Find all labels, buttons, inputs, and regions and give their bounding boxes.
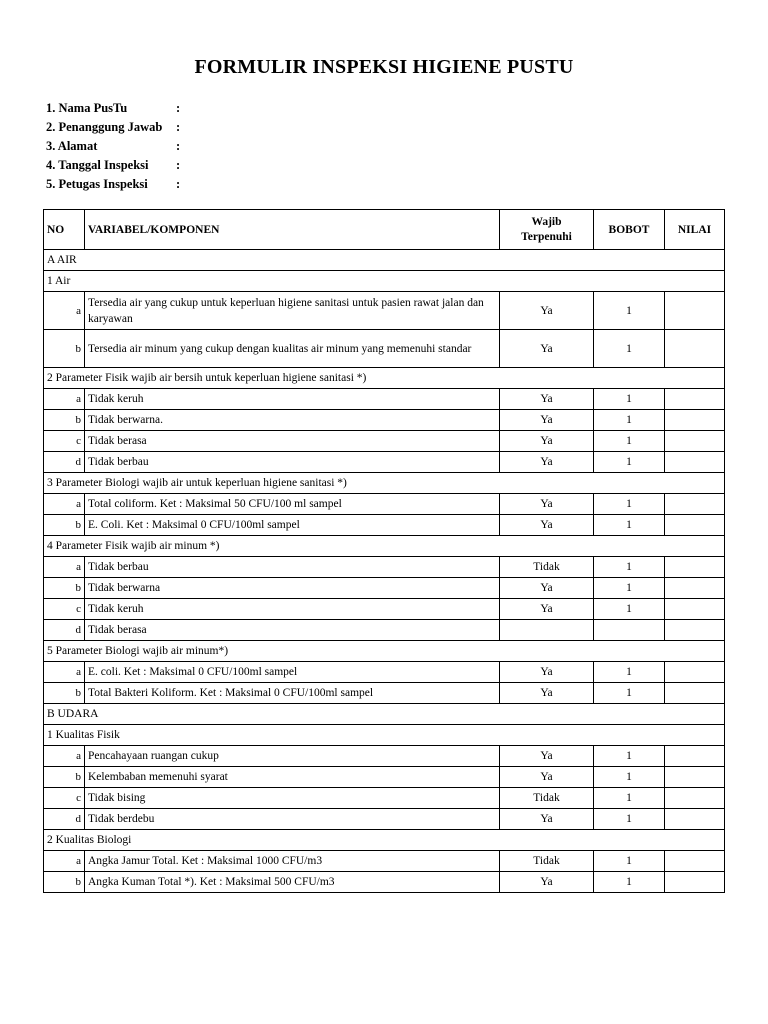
- table-row: [44, 683, 725, 704]
- section-label: 4 Parameter Fisik wajib air minum *): [44, 536, 725, 557]
- bobot-cell: 1: [594, 809, 665, 830]
- wajib-terpenuhi-cell[interactable]: Ya: [500, 578, 594, 599]
- section-label: 2 Parameter Fisik wajib air bersih untuk keperluan higiene sanitasi *): [44, 368, 725, 389]
- item-letter: a: [44, 292, 85, 330]
- table-row: [44, 662, 725, 683]
- item-letter: d: [44, 809, 85, 830]
- wajib-terpenuhi-cell[interactable]: Tidak: [500, 788, 594, 809]
- wajib-terpenuhi-cell[interactable]: Ya: [500, 809, 594, 830]
- bobot-cell: 1: [594, 494, 665, 515]
- bobot-cell: 1: [594, 515, 665, 536]
- item-letter: a: [44, 389, 85, 410]
- nilai-cell[interactable]: [665, 431, 725, 452]
- table-row: [44, 746, 725, 767]
- table-header-row: [44, 210, 725, 250]
- nilai-cell[interactable]: [665, 872, 725, 893]
- nilai-cell[interactable]: [665, 292, 725, 330]
- item-description: Tidak keruh: [85, 389, 500, 410]
- field-colon: :: [176, 120, 181, 134]
- table-row: [44, 809, 725, 830]
- item-letter: a: [44, 746, 85, 767]
- table-row: [44, 620, 725, 641]
- section-row: [44, 368, 725, 389]
- wajib-terpenuhi-cell[interactable]: Ya: [500, 683, 594, 704]
- wajib-terpenuhi-cell[interactable]: Ya: [500, 330, 594, 368]
- section-row: [44, 473, 725, 494]
- wajib-terpenuhi-cell[interactable]: Ya: [500, 292, 594, 330]
- nilai-cell[interactable]: [665, 494, 725, 515]
- field-petugas-inspeksi: [46, 175, 180, 194]
- item-description: Tidak berwarna.: [85, 410, 500, 431]
- item-letter: b: [44, 515, 85, 536]
- item-letter: d: [44, 452, 85, 473]
- bobot-cell: [594, 620, 665, 641]
- wajib-terpenuhi-cell[interactable]: Ya: [500, 494, 594, 515]
- item-letter: b: [44, 578, 85, 599]
- bobot-cell: 1: [594, 872, 665, 893]
- nilai-cell[interactable]: [665, 662, 725, 683]
- item-description: Tidak bising: [85, 788, 500, 809]
- nilai-cell[interactable]: [665, 330, 725, 368]
- form-title: FORMULIR INSPEKSI HIGIENE PUSTU: [194, 56, 574, 78]
- field-alamat: [46, 137, 180, 156]
- header-wajib-line2: Terpenuhi: [521, 230, 572, 243]
- nilai-cell[interactable]: [665, 620, 725, 641]
- info-fields: [46, 99, 180, 194]
- wajib-terpenuhi-cell[interactable]: Ya: [500, 410, 594, 431]
- wajib-terpenuhi-cell[interactable]: Ya: [500, 599, 594, 620]
- wajib-terpenuhi-cell[interactable]: Ya: [500, 515, 594, 536]
- item-letter: a: [44, 851, 85, 872]
- bobot-cell: 1: [594, 410, 665, 431]
- item-description: Kelembaban memenuhi syarat: [85, 767, 500, 788]
- table-row: [44, 557, 725, 578]
- section-label: 2 Kualitas Biologi: [44, 830, 725, 851]
- bobot-cell: 1: [594, 431, 665, 452]
- nilai-cell[interactable]: [665, 767, 725, 788]
- item-description: Angka Kuman Total *). Ket : Maksimal 500 CFU/m3: [85, 872, 500, 893]
- item-description: Tidak keruh: [85, 599, 500, 620]
- field-penanggung-jawab: [46, 118, 180, 137]
- header-wajib-terpenuhi: [500, 210, 594, 250]
- section-row: [44, 536, 725, 557]
- table-row: [44, 292, 725, 330]
- table-row: [44, 389, 725, 410]
- table-body: [44, 250, 725, 893]
- bobot-cell: 1: [594, 767, 665, 788]
- field-colon: :: [176, 158, 181, 172]
- bobot-cell: 1: [594, 683, 665, 704]
- header-variabel: VARIABEL/KOMPONEN: [85, 210, 500, 250]
- item-description: Tidak berwarna: [85, 578, 500, 599]
- field-label: 4. Tanggal Inspeksi: [46, 158, 149, 172]
- header-wajib-line1: Wajib: [531, 215, 562, 228]
- bobot-cell: 1: [594, 389, 665, 410]
- item-description: Tersedia air yang cukup untuk keperluan higiene sanitasi untuk pasien rawat jalan dan karyawan: [85, 292, 500, 330]
- section-label: 5 Parameter Biologi wajib air minum*): [44, 641, 725, 662]
- field-label: 5. Petugas Inspeksi: [46, 177, 148, 191]
- nilai-cell[interactable]: [665, 851, 725, 872]
- table-row: [44, 851, 725, 872]
- table-row: [44, 578, 725, 599]
- nilai-cell[interactable]: [665, 389, 725, 410]
- field-colon: :: [176, 139, 181, 153]
- table-row: [44, 767, 725, 788]
- bobot-cell: 1: [594, 599, 665, 620]
- nilai-cell[interactable]: [665, 578, 725, 599]
- item-letter: b: [44, 330, 85, 368]
- nilai-cell[interactable]: [665, 410, 725, 431]
- header-no: NO: [44, 210, 85, 250]
- item-description: Total Bakteri Koliform. Ket : Maksimal 0 CFU/100ml sampel: [85, 683, 500, 704]
- wajib-terpenuhi-cell[interactable]: Tidak: [500, 557, 594, 578]
- item-letter: a: [44, 494, 85, 515]
- item-letter: b: [44, 767, 85, 788]
- section-label: 1 Kualitas Fisik: [44, 725, 725, 746]
- nilai-cell[interactable]: [665, 788, 725, 809]
- item-letter: d: [44, 620, 85, 641]
- bobot-cell: 1: [594, 330, 665, 368]
- table-row: [44, 494, 725, 515]
- bobot-cell: 1: [594, 292, 665, 330]
- nilai-cell[interactable]: [665, 599, 725, 620]
- nilai-cell[interactable]: [665, 746, 725, 767]
- section-row: [44, 250, 725, 271]
- item-letter: c: [44, 431, 85, 452]
- bobot-cell: 1: [594, 746, 665, 767]
- item-letter: c: [44, 599, 85, 620]
- wajib-terpenuhi-cell[interactable]: Ya: [500, 767, 594, 788]
- nilai-cell[interactable]: [665, 452, 725, 473]
- item-description: Tidak berasa: [85, 620, 500, 641]
- item-description: Angka Jamur Total. Ket : Maksimal 1000 CFU/m3: [85, 851, 500, 872]
- item-description: Tidak berdebu: [85, 809, 500, 830]
- wajib-terpenuhi-cell[interactable]: Ya: [500, 431, 594, 452]
- section-label: A AIR: [44, 250, 725, 271]
- item-letter: b: [44, 872, 85, 893]
- section-label: 3 Parameter Biologi wajib air untuk keperluan higiene sanitasi *): [44, 473, 725, 494]
- nilai-cell[interactable]: [665, 557, 725, 578]
- item-description: E. Coli. Ket : Maksimal 0 CFU/100ml sampel: [85, 515, 500, 536]
- item-letter: a: [44, 662, 85, 683]
- item-letter: b: [44, 683, 85, 704]
- field-label: 1. Nama PusTu: [46, 101, 128, 115]
- bobot-cell: 1: [594, 578, 665, 599]
- wajib-terpenuhi-cell[interactable]: Tidak: [500, 851, 594, 872]
- wajib-terpenuhi-cell[interactable]: Ya: [500, 872, 594, 893]
- wajib-terpenuhi-cell[interactable]: [500, 620, 594, 641]
- section-row: [44, 830, 725, 851]
- item-description: Total coliform. Ket : Maksimal 50 CFU/100 ml sampel: [85, 494, 500, 515]
- field-nama-pustu: [46, 99, 180, 118]
- table-row: [44, 431, 725, 452]
- field-label: 2. Penanggung Jawab: [46, 120, 163, 134]
- field-colon: :: [176, 177, 181, 191]
- bobot-cell: 1: [594, 851, 665, 872]
- wajib-terpenuhi-cell[interactable]: Ya: [500, 662, 594, 683]
- item-description: E. coli. Ket : Maksimal 0 CFU/100ml sampel: [85, 662, 500, 683]
- bobot-cell: 1: [594, 557, 665, 578]
- section-row: [44, 704, 725, 725]
- table-row: [44, 599, 725, 620]
- wajib-terpenuhi-cell[interactable]: Ya: [500, 746, 594, 767]
- section-label: B UDARA: [44, 704, 725, 725]
- field-label: 3. Alamat: [46, 139, 98, 153]
- inspection-table: [43, 209, 725, 893]
- wajib-terpenuhi-cell[interactable]: Ya: [500, 452, 594, 473]
- header-bobot: BOBOT: [594, 210, 665, 250]
- header-nilai: NILAI: [665, 210, 725, 250]
- table-row: [44, 330, 725, 368]
- bobot-cell: 1: [594, 662, 665, 683]
- item-letter: b: [44, 410, 85, 431]
- nilai-cell[interactable]: [665, 515, 725, 536]
- table-row: [44, 788, 725, 809]
- section-row: [44, 725, 725, 746]
- item-description: Tersedia air minum yang cukup dengan kualitas air minum yang memenuhi standar: [85, 330, 500, 368]
- nilai-cell[interactable]: [665, 809, 725, 830]
- section-row: [44, 641, 725, 662]
- item-description: Tidak berasa: [85, 431, 500, 452]
- table-row: [44, 872, 725, 893]
- section-label: 1 Air: [44, 271, 725, 292]
- table-row: [44, 410, 725, 431]
- section-row: [44, 271, 725, 292]
- table-row: [44, 515, 725, 536]
- item-letter: c: [44, 788, 85, 809]
- nilai-cell[interactable]: [665, 683, 725, 704]
- bobot-cell: 1: [594, 788, 665, 809]
- item-letter: a: [44, 557, 85, 578]
- field-colon: :: [176, 101, 181, 115]
- item-description: Tidak berbau: [85, 452, 500, 473]
- item-description: Pencahayaan ruangan cukup: [85, 746, 500, 767]
- bobot-cell: 1: [594, 452, 665, 473]
- field-tanggal-inspeksi: [46, 156, 180, 175]
- item-description: Tidak berbau: [85, 557, 500, 578]
- wajib-terpenuhi-cell[interactable]: Ya: [500, 389, 594, 410]
- table-row: [44, 452, 725, 473]
